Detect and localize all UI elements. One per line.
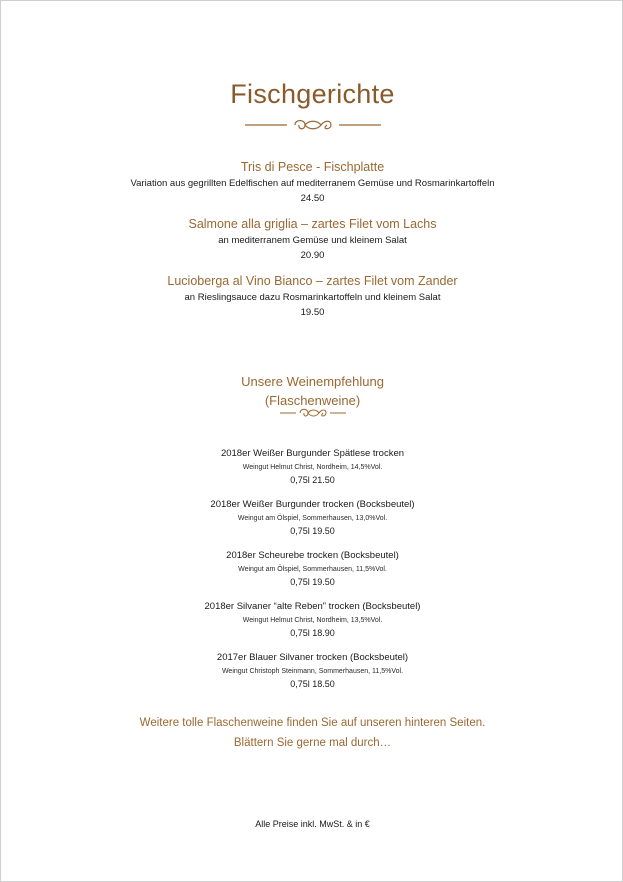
wine-heading-title: Unsere Weinempfehlung [241, 374, 384, 389]
dish-price: 19.50 [300, 307, 325, 318]
wine-heading-subtitle: (Flaschenweine) [264, 393, 361, 408]
wine-name: 2018er Scheurebe trocken (Bocksbeutel) [226, 550, 399, 561]
wine-price: 0,75l 19.50 [290, 526, 335, 536]
wine-ornament [1, 404, 623, 422]
wine-name: 2018er Silvaner “alte Reben” trocken (Bocksbeutel) [204, 601, 421, 612]
wine-price: 0,75l 18.90 [290, 628, 335, 638]
wine-maker: Weingut Christoph Steinmann, Sommerhausen, 11,5%Vol. [221, 668, 404, 675]
wine-price: 0,75l 21.50 [290, 475, 335, 485]
dish-description: an mediterranem Gemüse und kleinem Salat [218, 235, 407, 246]
dish-name: Lucioberga al Vino Bianco – zartes Filet vom Zander [167, 274, 458, 288]
price-note: Alle Preise inkl. MwSt. & in € [255, 819, 370, 829]
wine-maker: Weingut Helmut Christ, Nordheim, 14,5%Vol. [242, 464, 383, 471]
dish-description: Variation aus gegrillten Edelfischen auf mediterranem Gemüse und Rosmarinkartoffeln [130, 178, 495, 189]
hint-line-1: Weitere tolle Flaschenweine finden Sie auf unseren hinteren Seiten. [139, 717, 486, 729]
wine-maker: Weingut am Ölspiel, Sommerhausen, 13,0%Vol. [237, 515, 388, 522]
wine-name: 2018er Weißer Burgunder trocken (Bocksbeutel) [210, 499, 415, 510]
scroll-ornament-icon [278, 404, 348, 422]
wine-maker: Weingut Helmut Christ, Nordheim, 13,5%Vol. [242, 617, 383, 624]
hint-line-2: Blättern Sie gerne mal durch… [233, 737, 392, 749]
dish-name: Tris di Pesce - Fischplatte [240, 160, 385, 174]
scroll-ornament-icon [243, 115, 383, 135]
wine-maker: Weingut am Ölspiel, Sommerhausen, 11,5%Vol. [238, 566, 387, 573]
title-ornament [1, 115, 623, 135]
wine-name: 2017er Blauer Silvaner trocken (Bocksbeutel) [216, 652, 409, 663]
wine-name: 2018er Weißer Burgunder Spätlese trocken [220, 448, 405, 459]
wine-price: 0,75l 19.50 [290, 577, 335, 587]
dish-price: 24.50 [300, 193, 325, 204]
dish-name: Salmone alla griglia – zartes Filet vom Lachs [188, 217, 437, 231]
more-wines-hint [1, 713, 623, 753]
dish-price: 20.90 [300, 250, 325, 261]
wine-price: 0,75l 18.50 [290, 679, 335, 689]
dish-description: an Rieslingsauce dazu Rosmarinkartoffeln und kleinem Salat [184, 292, 441, 303]
page-title: Fischgerichte [230, 79, 395, 109]
